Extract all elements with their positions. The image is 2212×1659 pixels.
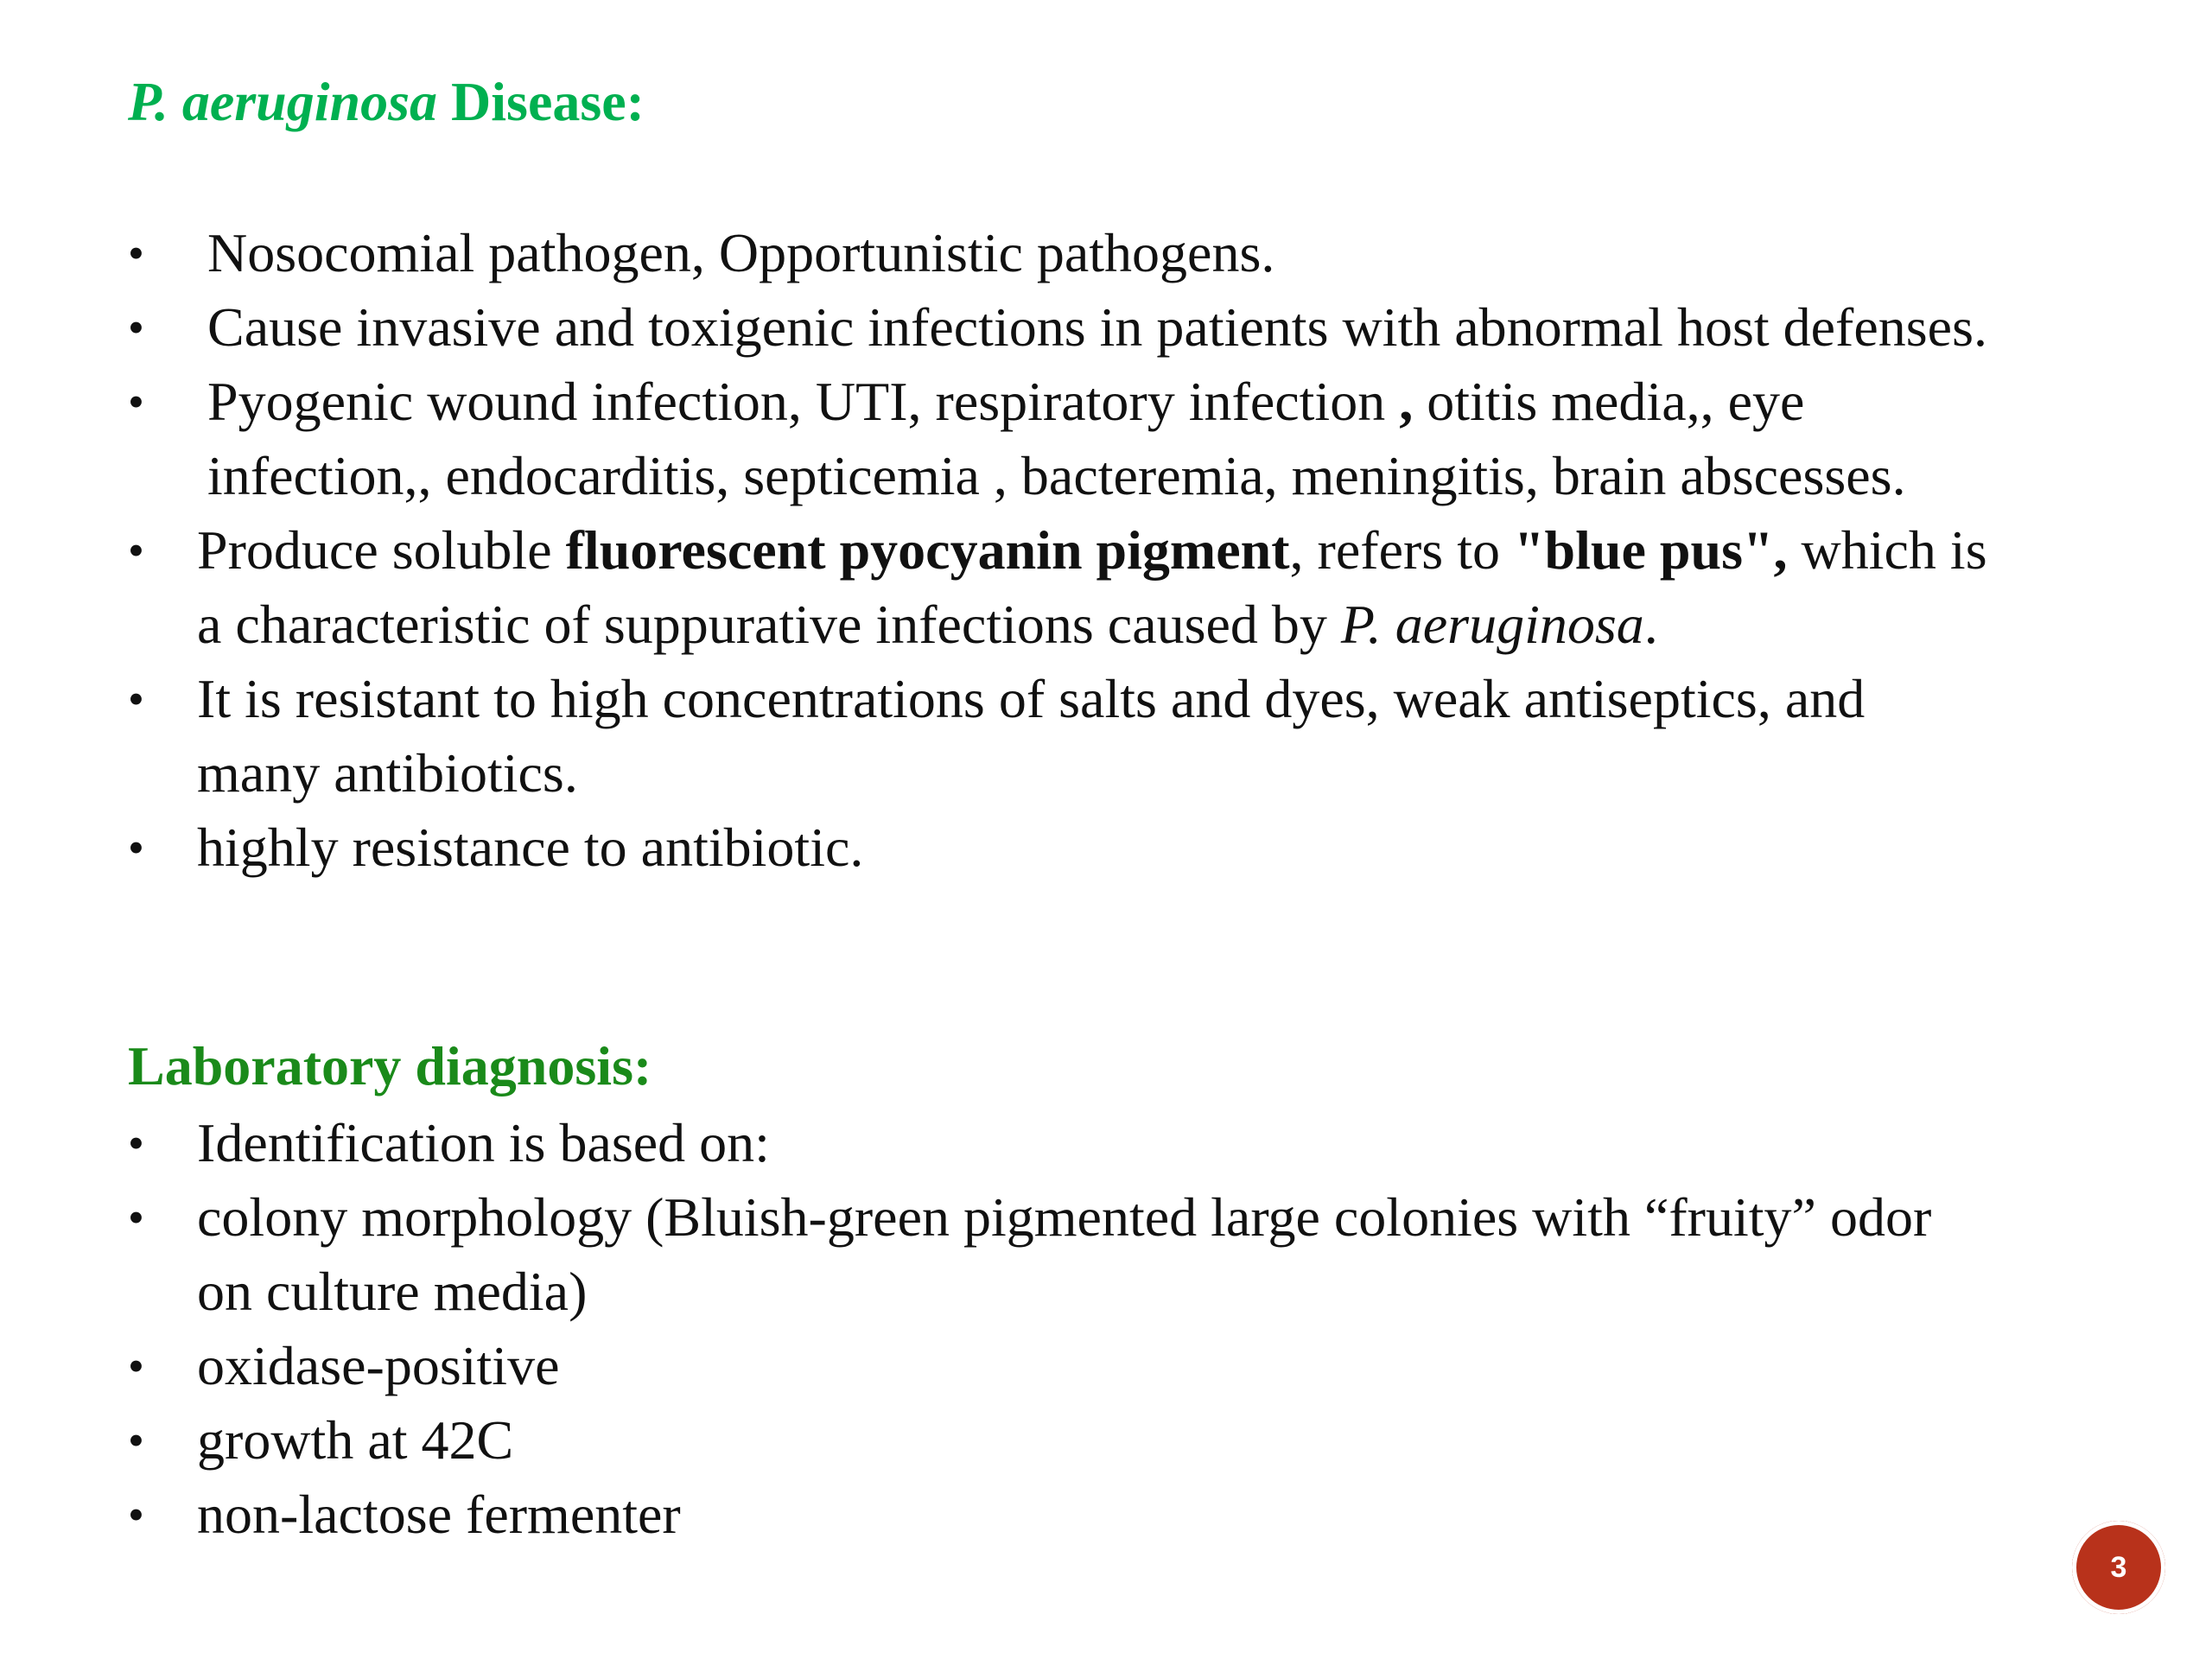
bullet-dot: •	[128, 302, 144, 353]
bullet-text: many antibiotics.	[197, 742, 578, 804]
bullet-dot: •	[128, 376, 144, 428]
bullet-item-continuation	[128, 1255, 1931, 1329]
bullet-text: Produce soluble	[197, 519, 566, 581]
bullet-dot: •	[128, 822, 144, 874]
bullet-text: "blue pus",	[1513, 519, 1788, 581]
bullet-text: Identification is based on:	[197, 1112, 770, 1173]
disease-heading-organism: P. aeruginosa	[128, 71, 438, 132]
bullet-text: .	[1643, 594, 1658, 655]
bullet-text: , refers to	[1289, 519, 1514, 581]
bullet-text: highly resistance to antibiotic.	[197, 817, 864, 878]
disease-heading	[128, 71, 645, 132]
bullet-item	[128, 216, 1987, 290]
bullet-text: fluorescent pyocyanin pigment	[565, 519, 1290, 581]
bullet-text: P. aeruginosa	[1340, 594, 1644, 655]
bullet-dot: •	[128, 673, 144, 725]
bullet-dot: •	[128, 1117, 144, 1169]
bullet-text: growth at 42C	[197, 1409, 514, 1471]
bullet-item-continuation	[128, 736, 1987, 810]
bullet-item	[128, 810, 1987, 885]
bullet-text: on culture media)	[197, 1261, 588, 1322]
disease-heading-text: Disease:	[437, 71, 645, 132]
bullet-text: ,	[1399, 371, 1414, 432]
bullet-item-continuation	[128, 439, 1987, 513]
bullet-item	[128, 1478, 1931, 1552]
bullet-item	[128, 513, 1987, 588]
page-number-badge	[2072, 1521, 2165, 1614]
bullet-text: a characteristic of suppurative infections caused by	[197, 594, 1341, 655]
bullet-item-continuation	[128, 588, 1987, 662]
bullet-item	[128, 1106, 1931, 1180]
bullet-item	[128, 1403, 1931, 1478]
bullet-dot: •	[128, 524, 144, 576]
bullet-text: otitis media,, eye	[1413, 371, 1805, 432]
bullet-item	[128, 1329, 1931, 1403]
bullet-dot: •	[128, 1414, 144, 1466]
bullet-text: Pyogenic wound infection, UTI, respiratory infection	[207, 371, 1400, 432]
disease-bullet-list	[128, 216, 1987, 885]
bullet-dot: •	[128, 1192, 144, 1243]
bullet-dot: •	[128, 1340, 144, 1392]
bullet-dot: •	[128, 1489, 144, 1541]
bullet-dot: •	[128, 227, 144, 279]
bullet-text: oxidase-positive	[197, 1335, 560, 1396]
page-number: 3	[2110, 1550, 2127, 1584]
bullet-item	[128, 290, 1987, 365]
bullet-item	[128, 662, 1987, 736]
bullet-text: colony morphology (Bluish-green pigmented large colonies with “fruity” odor	[197, 1186, 1932, 1248]
bullet-text: infection,, endocarditis, septicemia , bacteremia, meningitis, brain abscesses.	[207, 445, 1906, 506]
bullet-item	[128, 365, 1987, 439]
bullet-text: which is	[1787, 519, 1987, 581]
lab-diagnosis-heading: Laboratory diagnosis:	[128, 1035, 652, 1096]
bullet-item	[128, 1180, 1931, 1255]
bullet-text: It is resistant to high concentrations of salts and dyes, weak antiseptics, and	[197, 668, 1866, 729]
bullet-text: Nosocomial pathogen, Opportunistic pathogens.	[207, 222, 1275, 283]
bullet-text: Cause invasive and toxigenic infections in patients with abnormal host defenses.	[207, 296, 1987, 358]
bullet-text: non-lactose fermenter	[197, 1484, 681, 1545]
lab-diagnosis-bullet-list	[128, 1106, 1931, 1552]
